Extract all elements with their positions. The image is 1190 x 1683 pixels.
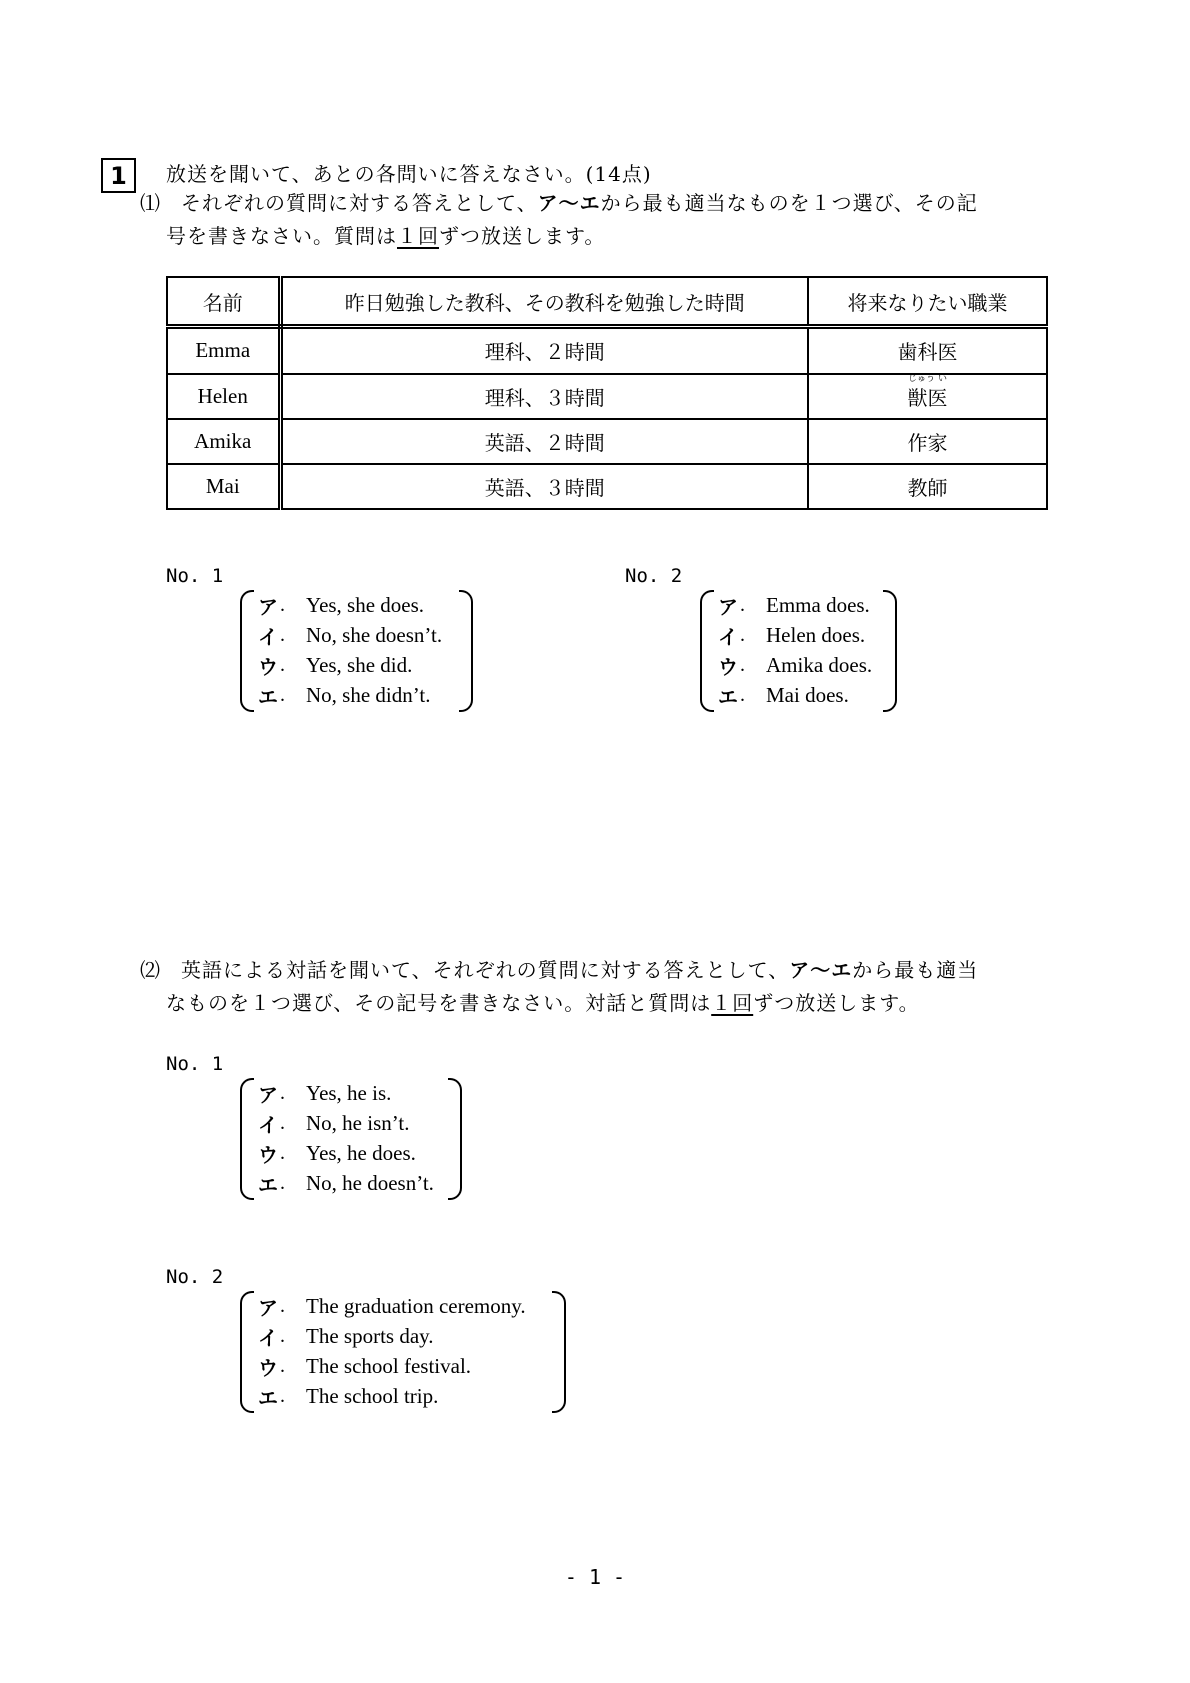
choice-text: Yes, he does. [306, 1140, 416, 1165]
part1-text-c: 号を書きなさい。質問は [166, 224, 397, 248]
choice-option[interactable]: イ . Helen does. [718, 622, 866, 649]
table-row [167, 419, 1047, 464]
table-header-cell: 名前 [167, 277, 280, 327]
choice-mark: エ [258, 1172, 278, 1197]
part2-text-d: ずつ放送します。 [753, 991, 920, 1015]
choice-text: The sports day. [306, 1323, 434, 1348]
part2-range: ア～エ [789, 958, 853, 982]
choice-mark: ア [718, 594, 738, 619]
choice-mark: イ [258, 1325, 278, 1350]
part1-text-d: ずつ放送します。 [439, 224, 606, 248]
choice-text: No, she doesn’t. [306, 622, 443, 647]
table-cell-subject: 英語、３時間 [280, 464, 808, 509]
choice-mark: ウ [258, 1355, 278, 1380]
choice-group [700, 590, 897, 712]
table-header-cell: 昨日勉強した教科、その教科を勉強した時間 [280, 277, 808, 327]
part1-instruction-line2 [166, 220, 605, 253]
student-info-table [166, 276, 1048, 510]
table-cell-name: Amika [167, 419, 280, 464]
choice-option[interactable]: ウ . Yes, she did. [258, 652, 413, 679]
right-bracket [552, 1291, 566, 1413]
table-cell-job [808, 374, 1047, 419]
choice-option[interactable]: イ . The sports day. [258, 1323, 434, 1350]
choice-text: No, he doesn’t. [306, 1170, 434, 1195]
table-header-cell: 将来なりたい職業 [808, 277, 1047, 327]
table-cell-job: 歯科医 [808, 327, 1047, 374]
choice-text: Helen does. [766, 622, 866, 647]
choice-text: Emma does. [766, 592, 870, 617]
choice-option[interactable]: イ . No, he isn’t. [258, 1110, 410, 1137]
table-row [167, 327, 1047, 374]
choice-group [240, 1291, 566, 1413]
job-ruby-wrapper [907, 373, 948, 411]
table-cell-name: Helen [167, 374, 280, 419]
choice-group [240, 1078, 462, 1200]
right-bracket [448, 1078, 462, 1200]
part1-text-a: それぞれの質問に対する答えとして、 [181, 191, 538, 215]
choice-option[interactable]: イ . No, she doesn’t. [258, 622, 443, 649]
job-ruby: じゅう い [908, 373, 947, 384]
choice-mark: ウ [258, 1142, 278, 1167]
choice-text: Amika does. [766, 652, 873, 677]
choice-text: The school trip. [306, 1383, 439, 1408]
part2-times: １回 [711, 991, 754, 1015]
left-bracket [240, 1291, 254, 1413]
choice-text: No, she didn’t. [306, 682, 431, 707]
choice-mark: イ [258, 624, 278, 649]
choice-mark: エ [258, 684, 278, 709]
choice-mark: ウ [258, 654, 278, 679]
choice-text: Yes, she did. [306, 652, 413, 677]
question-label: No. 2 [166, 1266, 224, 1288]
choice-option[interactable]: エ . The school trip. [258, 1383, 439, 1410]
table-cell-subject: 理科、３時間 [280, 374, 808, 419]
choice-option[interactable]: ウ . Amika does. [718, 652, 873, 679]
choice-text: Mai does. [766, 682, 849, 707]
part1-instruction-line1 [140, 187, 978, 220]
table-cell-job: 教師 [808, 464, 1047, 509]
part2-instruction-line2 [166, 987, 920, 1020]
choice-mark: イ [258, 1112, 278, 1137]
question-label: No. 2 [625, 565, 683, 587]
table-cell-name: Mai [167, 464, 280, 509]
part2-text-b: から最も適当 [852, 958, 979, 982]
part2-text-a: 英語による対話を聞いて、それぞれの質問に対する答えとして、 [181, 958, 790, 982]
choice-option[interactable]: ウ . The school festival. [258, 1353, 472, 1380]
choice-text: Yes, she does. [306, 592, 425, 617]
question-number-box: 1 [101, 158, 136, 193]
choice-text: The school festival. [306, 1353, 472, 1378]
table-cell-job: 作家 [808, 419, 1047, 464]
part2-instruction-line1 [140, 954, 978, 987]
part1-text-b: から最も適当なものを１つ選び、その記 [600, 191, 978, 215]
choice-mark: ア [258, 1082, 278, 1107]
choice-text: Yes, he is. [306, 1080, 392, 1105]
table-cell-subject: 英語、２時間 [280, 419, 808, 464]
choice-group [240, 590, 473, 712]
table-cell-subject: 理科、２時間 [280, 327, 808, 374]
choice-option[interactable]: ア . Yes, he is. [258, 1080, 392, 1107]
left-bracket [240, 590, 254, 712]
part1-label: ⑴ [140, 191, 161, 215]
left-bracket [700, 590, 714, 712]
table-header-row [167, 277, 1047, 327]
choice-mark: エ [258, 1385, 278, 1410]
table-row [167, 464, 1047, 509]
question-label: No. 1 [166, 1053, 224, 1075]
choice-option[interactable]: エ . Mai does. [718, 682, 849, 709]
part2-label: ⑵ [140, 958, 161, 982]
left-bracket [240, 1078, 254, 1200]
choice-mark: ア [258, 1295, 278, 1320]
right-bracket [459, 590, 473, 712]
page-number: - 1 - [564, 1565, 626, 1589]
job-text: 獣医 [907, 385, 948, 410]
choice-text: No, he isn’t. [306, 1110, 410, 1135]
choice-option[interactable]: エ . No, she didn’t. [258, 682, 431, 709]
choice-mark: ウ [718, 654, 738, 679]
part1-times: １回 [397, 224, 439, 248]
right-bracket [883, 590, 897, 712]
question-label: No. 1 [166, 565, 224, 587]
choice-option[interactable]: ア . The graduation ceremony. [258, 1293, 526, 1320]
choice-mark: イ [718, 624, 738, 649]
choice-mark: ア [258, 594, 278, 619]
table-cell-name: Emma [167, 327, 280, 374]
choice-option[interactable]: エ . No, he doesn’t. [258, 1170, 434, 1197]
question-title: 放送を聞いて、あとの各問いに答えなさい。(14点) [166, 162, 652, 186]
choice-option[interactable]: ウ . Yes, he does. [258, 1140, 416, 1167]
part1-range: ア～エ [537, 191, 601, 215]
part2-text-c: なものを１つ選び、その記号を書きなさい。対話と質問は [166, 991, 712, 1015]
table-row [167, 374, 1047, 419]
choice-mark: エ [718, 684, 738, 709]
choice-option[interactable]: ア . Yes, she does. [258, 592, 425, 619]
choice-text: The graduation ceremony. [306, 1293, 526, 1318]
choice-option[interactable]: ア . Emma does. [718, 592, 870, 619]
